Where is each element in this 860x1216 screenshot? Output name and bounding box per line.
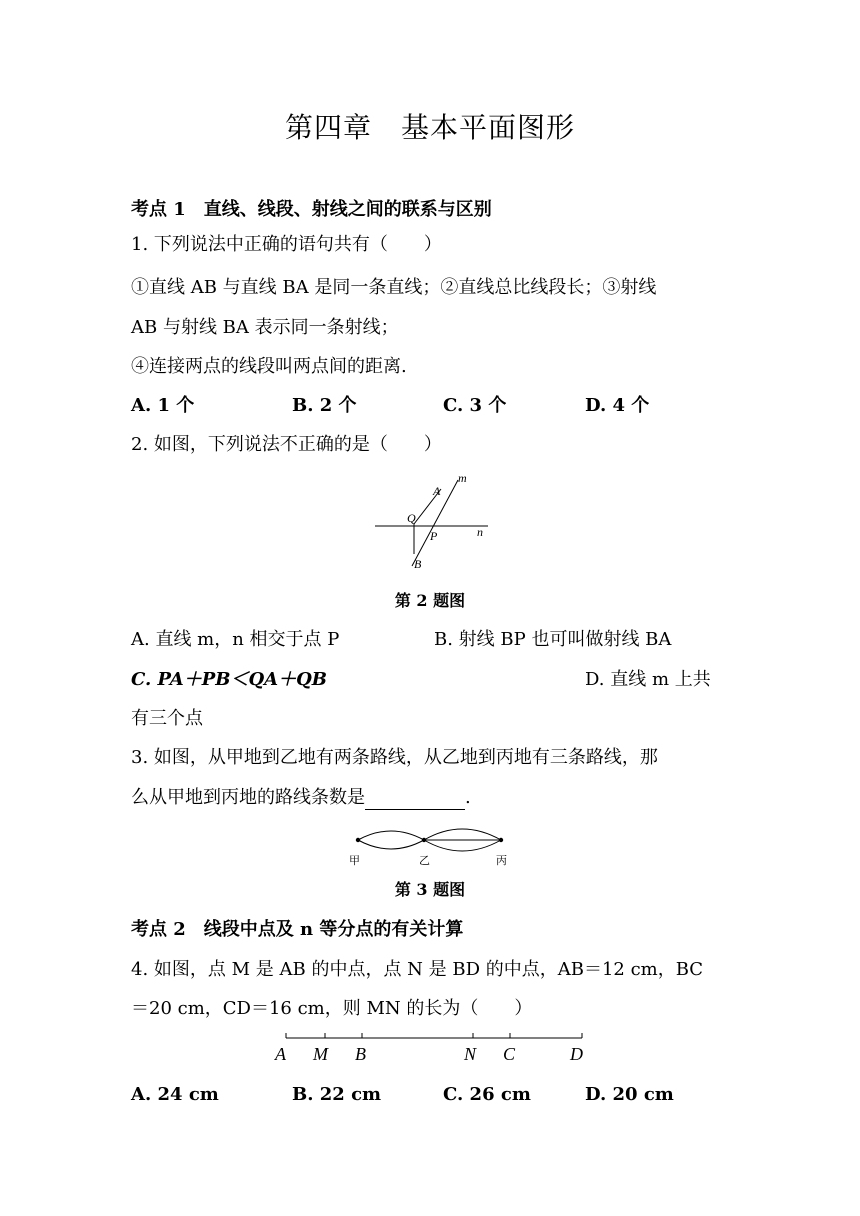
q3-label-yi: 乙 [419,855,430,867]
q3-stem-end: . [465,787,471,808]
q2-label-n: n [477,525,483,539]
q2-option-c: C. PA＋PB＜QA＋QB [131,669,328,690]
q4-label-b: B [355,1044,366,1064]
q1-line2: AB 与射线 BA 表示同一条射线； [131,317,399,338]
q2-option-a: A. 直线 m，n 相交于点 P [131,629,340,650]
q3-figure [340,820,520,870]
q4-label-a: A [275,1044,286,1064]
q2-option-b: B. 射线 BP 也可叫做射线 BA [434,629,672,650]
q4-label-d: D [570,1044,583,1064]
q2-caption: 第 2 题图 [394,591,466,610]
q3-stem-text: 么从甲地到丙地的路线条数是 [131,787,365,808]
q1-stem: 1. 下列说法中正确的语句共有（ ） [131,234,442,255]
q1-option-d: D. 4 个 [585,395,650,416]
q2-option-d-cont: 有三个点 [131,708,203,729]
q3-stem-line2 [131,786,471,810]
q2-label-m: m [458,472,467,485]
q1-option-a: A. 1 个 [131,395,195,416]
section1-heading: 考点 1 直线、线段、射线之间的联系与区别 [131,199,492,220]
q1-option-c: C. 3 个 [443,395,507,416]
q1-line3: ④连接两点的线段叫两点间的距离. [131,356,407,377]
chapter-title: 第四章 基本平面图形 [284,111,575,144]
q4-option-c: C. 26 cm [443,1084,531,1105]
q4-figure [270,1030,600,1070]
q2-label-b: B [414,557,422,571]
q4-option-b: B. 22 cm [292,1084,382,1105]
q2-label-p: P [430,529,438,543]
q4-stem-line1: 4. 如图，点 M 是 AB 的中点，点 N 是 BD 的中点，AB＝12 cm，BC [131,959,704,980]
q3-label-jia: 甲 [349,855,360,867]
q4-label-c: C [503,1044,516,1064]
q3-stem-line1: 3. 如图，从甲地到乙地有两条路线，从乙地到丙地有三条路线，那 [131,747,658,768]
q4-label-m: M [313,1044,328,1064]
q2-stem: 2. 如图，下列说法不正确的是（ ） [131,434,442,455]
q3-label-bing: 丙 [496,855,507,867]
q1-line1: ①直线 AB 与直线 BA 是同一条直线；②直线总比线段长；③射线 [131,277,657,298]
q2-option-d: D. 直线 m 上共 [585,669,711,690]
q1-option-b: B. 2 个 [292,395,357,416]
q4-label-n: N [464,1044,477,1064]
q4-option-d: D. 20 cm [585,1084,674,1105]
q4-stem-line2: ＝20 cm，CD＝16 cm，则 MN 的长为（ ） [131,998,533,1019]
q2-label-q: Q [407,511,416,525]
section2-heading: 考点 2 线段中点及 n 等分点的有关计算 [131,919,464,940]
q3-caption: 第 3 题图 [394,880,466,899]
q2-label-a: A [433,484,441,498]
q2-figure [370,472,500,572]
q3-answer-blank[interactable] [365,791,465,810]
q4-option-a: A. 24 cm [131,1084,219,1105]
